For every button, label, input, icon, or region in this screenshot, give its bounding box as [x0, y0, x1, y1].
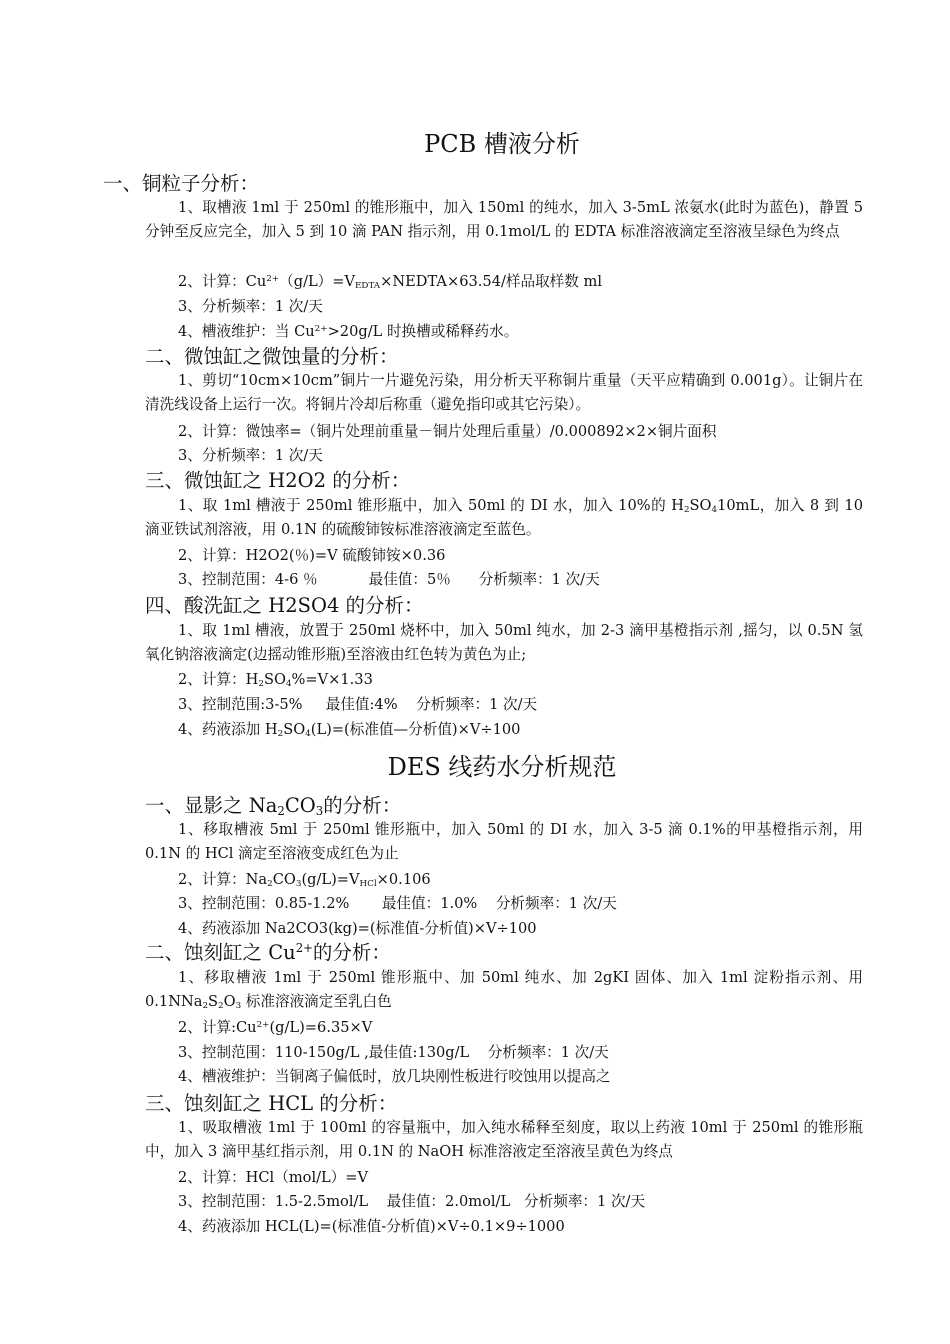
des-s2-step-2: 2、计算$:Cu^{2+}(g/L)=6.35\times V$: [178, 1019, 373, 1036]
des-title: DES 线药水分析规范: [387, 753, 617, 781]
pcb-s1-step-4: 4、槽液维护：当 $Cu^{2+}>20g/L$ 时换槽或稀释药水。: [178, 323, 519, 340]
pcb-s3-step-1: 1、取 1ml 槽液于 250ml 锥形瓶中，加入 50ml 的 DI 水，加入 10%的 $H_2SO_410mL$，加入 8 到 10 滴亚铁试剂溶液，用 0.1N 的硫酸铈铵标准溶液滴定至蓝色。: [145, 497, 863, 538]
des-s1-step-3: 3、控制范围：0.85-1.2% 最佳值：1.0% 分析频率：1 次/天: [178, 895, 617, 912]
des-s3-step-4: 4、药液添加 HCL(L)=(标准值-分析值)×V÷0.1×9÷1000: [178, 1218, 565, 1235]
des-s2-step-4: 4、槽液维护：当铜离子偏低时，放几块刚性板进行咬蚀用以提高之: [178, 1068, 611, 1085]
pcb-section-4-heading: 四、酸洗缸之 H2SO4 的分析：: [145, 594, 424, 617]
des-s3-step-2: 2、计算：HCl（mol/L）=V: [178, 1169, 369, 1186]
des-s3-step-3: 3、控制范围：1.5-2.5mol/L 最佳值：2.0mol/L 分析频率：1 次/天: [178, 1193, 646, 1210]
pcb-s4-step-2: 2、计算：$H_2SO_4\%=V\times 1.33$: [178, 671, 373, 690]
pcb-s3-step-3: 3、控制范围：4-6 ％ 最佳值：5％ 分析频率：1 次/天: [178, 571, 600, 588]
pcb-section-1-heading: 一、铜粒子分析：: [103, 172, 260, 195]
des-s2-step-1: 1、移取槽液 1ml 于 250ml 锥形瓶中、加 50ml 纯水、加 2gKI 固体、加入 1ml 淀粉指示剂、用 $0.1NNa_2S_2O_3$ 标准溶液滴定至乳白色: [145, 969, 863, 1012]
des-s2-step-3: 3、控制范围：110-150g/L ,最佳值:130g/L 分析频率：1 次/天: [178, 1044, 609, 1061]
des-section-3-heading: 三、蚀刻缸之 HCL 的分析：: [145, 1092, 398, 1115]
pcb-s4-step-3: 3、控制范围:3-5% 最佳值:4% 分析频率：1 次/天: [178, 696, 538, 713]
des-s1-step-1: 1、移取槽液 5ml 于 250ml 锥形瓶中，加入 50ml 的 DI 水，加入 3-5 滴 0.1%的甲基橙指示剂，用 0.1N 的 HCl 滴定至溶液变成红色为止: [145, 821, 863, 862]
pcb-s1-step-1: 1、取槽液 1ml 于 250ml 的锥形瓶中，加入 150ml 的纯水，加入 3-5mL 浓氨水(此时为蓝色)，静置 5 分钟至反应完全，加入 5 到 10 滴 PAN 指示剂，用 0.1mol/L 的 EDTA 标准溶液滴定至溶液呈绿色为终点: [145, 199, 863, 240]
pcb-s1-step-3: 3、分析频率：1 次/天: [178, 298, 323, 315]
pcb-s1-step-2: 2、计算：$Cu^{2+}(g/L)=V_{EDTA}\times NEDTA\times 63.54/$样品取样数 ml: [178, 273, 603, 292]
pcb-s2-step-1: 1、剪切“10cm×10cm”铜片一片避免污染，用分析天平称铜片重量（天平应精确到 0.001g）。让铜片在清洗线设备上运行一次。将铜片冷却后称重（避免指印或其它污染）。: [145, 372, 863, 413]
des-section-1-heading: 一、显影之 $Na_2CO_3$的分析：: [145, 794, 402, 818]
pcb-s4-step-1: 1、取 1ml 槽液，放置于 250ml 烧杯中，加入 50ml 纯水，加 2-3 滴甲基橙指示剂 ,摇匀，以 0.5N 氢氧化钠溶液滴定(边摇动锥形瓶)至溶液由红色转为黄色为止;: [145, 622, 863, 663]
pcb-title: PCB 槽液分析: [424, 130, 580, 158]
des-s1-step-4: 4、药液添加 Na2CO3(kg)=(标准值-分析值)×V÷100: [178, 920, 537, 937]
pcb-s2-step-2: 2、计算：微蚀率=（铜片处理前重量－铜片处理后重量）/0.000892×2×铜片面积: [178, 423, 717, 440]
des-s1-step-2: 2、计算：$Na_2CO_3(g/L)=V_{HCl}\times 0.106$: [178, 871, 431, 890]
des-s3-step-1: 1、吸取槽液 1ml 于 100ml 的容量瓶中，加入纯水稀释至刻度，取以上药液 10ml 于 250ml 的锥形瓶中，加入 3 滴甲基红指示剂，用 0.1N 的 NaOH 标准溶液定至溶液呈黄色为终点: [145, 1119, 863, 1160]
pcb-s2-step-3: 3、分析频率：1 次/天: [178, 447, 323, 464]
pcb-section-3-heading: 三、微蚀缸之 H2O2 的分析：: [145, 469, 411, 492]
pcb-section-2-heading: 二、微蚀缸之微蚀量的分析：: [145, 345, 399, 368]
des-section-2-heading: 二、蚀刻缸之 $Cu^{2+}$的分析：: [145, 940, 391, 964]
pcb-s3-step-2: 2、计算：H2O2(％)=V 硫酸铈铵×0.36: [178, 547, 446, 564]
pcb-s4-step-4: 4、药液添加 $H_2SO_4(L)=$(标准值—分析值)×V÷100: [178, 721, 521, 740]
